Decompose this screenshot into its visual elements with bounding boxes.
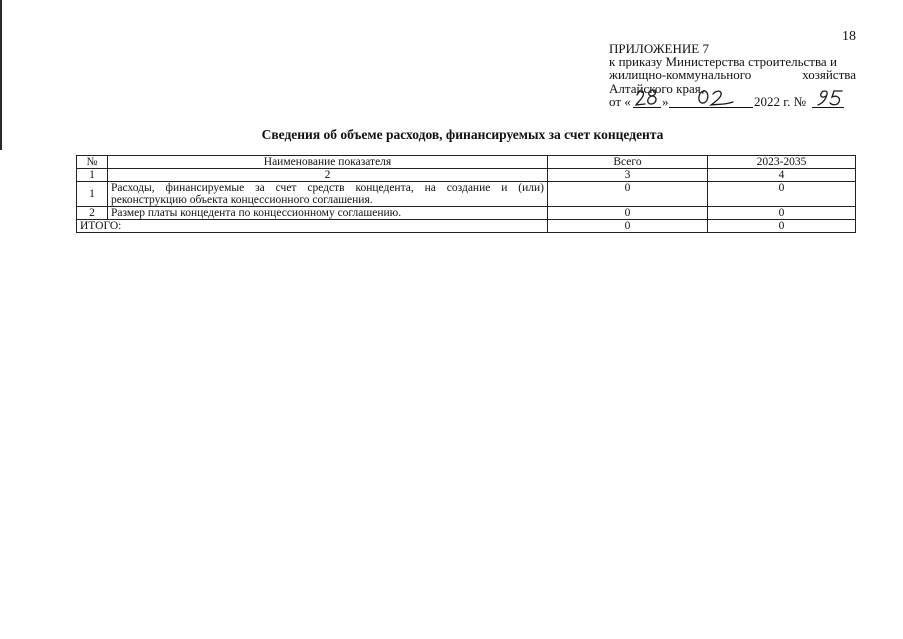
header-num: № (77, 156, 108, 169)
appendix-ministry-part1: жилищно-коммунального (609, 67, 752, 83)
row-period: 0 (708, 182, 856, 207)
date-prefix: от « (609, 93, 631, 109)
row-total: 0 (548, 182, 708, 207)
table-total-row (77, 220, 856, 233)
index-cell: 2 (108, 169, 548, 182)
row-num: 1 (77, 182, 108, 207)
number-handwritten-signature (815, 88, 845, 110)
appendix-block (609, 42, 856, 111)
row-total: 0 (548, 207, 708, 220)
page-number: 18 (842, 29, 856, 44)
index-cell: 4 (708, 169, 856, 182)
header-total: Всего (548, 156, 708, 169)
table-row (77, 182, 856, 207)
appendix-region: Алтайского края (609, 80, 701, 96)
expenses-table (76, 155, 856, 233)
row-num: 2 (77, 207, 108, 220)
total-value: 0 (548, 220, 708, 233)
row-period: 0 (708, 207, 856, 220)
month-handwritten-signature (695, 88, 735, 110)
date-mid: » (662, 93, 669, 109)
row-name: Расходы, финансируемые за счет средств концедента, на создание и (или) реконструкцию объекта концессионного соглашения. (108, 182, 548, 207)
appendix-ministry-line (609, 68, 856, 81)
appendix-title: ПРИЛОЖЕНИЕ 7 (609, 41, 709, 56)
total-label: ИТОГО: (77, 220, 548, 233)
index-cell: 3 (548, 169, 708, 182)
table-row (77, 207, 856, 220)
row-name: Размер платы концедента по концессионному соглашению. (108, 207, 548, 220)
appendix-ministry-part2: хозяйства (802, 67, 856, 83)
date-year-label: 2022 г. № (754, 93, 807, 109)
day-handwritten-signature (635, 87, 661, 109)
document-title: Сведения об объеме расходов, финансируемых за счет концедента (261, 127, 664, 142)
index-cell: 1 (77, 169, 108, 182)
total-period-value: 0 (708, 220, 856, 233)
table-header-row (77, 156, 856, 169)
header-period: 2023-2035 (708, 156, 856, 169)
header-name: Наименование показателя (108, 156, 548, 169)
appendix-date-line (609, 95, 856, 111)
table-index-row (77, 169, 856, 182)
appendix-order-ref: к приказу Министерства строительства и (609, 54, 837, 70)
